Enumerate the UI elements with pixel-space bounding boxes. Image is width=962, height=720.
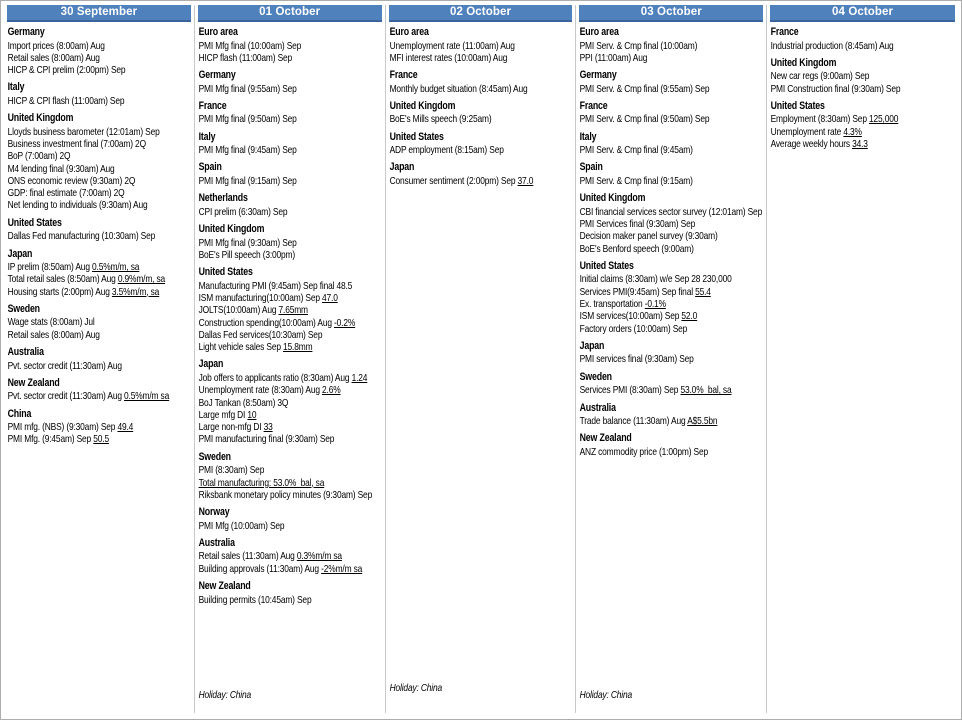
country-heading: United States — [7, 216, 62, 229]
country-heading: Germany — [579, 69, 618, 82]
event-line: PMI Serv. & Cmp final (9:55am) Sep — [579, 82, 710, 95]
country-section — [580, 69, 764, 95]
country-section — [771, 26, 956, 52]
day-column — [4, 5, 195, 713]
event-line: PPI (11:00am) Aug — [579, 51, 648, 64]
country-section — [8, 408, 192, 446]
country-section — [198, 69, 382, 95]
calendar-table — [4, 5, 958, 713]
event-value: 0.5%m/m sa — [124, 390, 170, 403]
event-line: Monthly budget situation (8:45am) Aug — [389, 82, 528, 95]
country-section — [198, 223, 382, 261]
day-header — [7, 5, 191, 22]
day-header — [770, 5, 955, 22]
date-label: 03 October — [640, 6, 702, 18]
country-section — [580, 260, 764, 335]
event-line: Unemployment rate (11:00am) Aug — [389, 39, 515, 52]
country-heading: Italy — [7, 81, 25, 94]
country-section — [198, 451, 382, 501]
event-line: HICP & CPI prelim (2:00pm) Sep — [7, 64, 126, 77]
country-heading: United States — [770, 99, 825, 112]
country-heading: France — [198, 99, 227, 112]
column-body-text — [6, 25, 192, 713]
country-heading: Australia — [198, 536, 235, 549]
event-value: 125,000 — [869, 113, 899, 126]
event-line: Decision maker panel survey (9:30am) — [579, 230, 719, 243]
day-column — [767, 5, 958, 713]
event-line: GDP: final estimate (7:00am) 2Q — [7, 187, 125, 200]
country-heading: Norway — [198, 506, 230, 519]
event-line: PMI mfg. (NBS) (9:30am) Sep 49.4 — [7, 421, 134, 434]
column-body-text — [197, 25, 383, 713]
event-line: PMI Mfg final (9:15am) Sep — [198, 174, 297, 187]
event-line: Pvt. sector credit (11:30am) Aug — [7, 359, 122, 372]
country-section — [580, 340, 764, 366]
country-section — [580, 100, 764, 126]
event-value: 34.3 — [852, 137, 868, 150]
country-section — [198, 537, 382, 575]
holiday-note: Holiday: China — [198, 689, 251, 701]
column-body — [769, 25, 956, 713]
event-line: Industrial production (8:45am) Aug — [770, 39, 894, 52]
country-section — [8, 112, 192, 212]
country-section — [580, 192, 764, 255]
event-line: Construction spending(10:00am) Aug -0.2% — [198, 316, 355, 329]
event-value: 53.0% bal, sa — [680, 384, 732, 397]
event-line: Average weekly hours 34.3 — [770, 137, 868, 150]
event-line: PMI Mfg final (9:30am) Sep — [198, 236, 297, 249]
date-label: 04 October — [832, 6, 894, 18]
country-section — [580, 26, 764, 64]
event-line — [198, 477, 382, 489]
country-heading: Spain — [198, 161, 222, 174]
event-line: BoJ Tankan (8:50am) 3Q — [198, 396, 289, 409]
event-line: ISM manufacturing(10:00am) Sep 47.0 — [198, 291, 338, 304]
event-line: BoE's Benford speech (9:00am) — [579, 242, 695, 255]
event-value: 2.6% — [321, 384, 341, 397]
country-section — [8, 26, 192, 76]
event-value: 10 — [247, 408, 257, 421]
event-line: PMI Mfg final (10:00am) Sep — [198, 39, 301, 52]
event-line: Unemployment rate (8:30am) Aug 2.6% — [198, 384, 341, 397]
day-column — [386, 5, 577, 713]
event-line: Building approvals (11:30am) Aug -2%m/m sa — [198, 562, 362, 575]
event-line: M4 lending final (9:30am) Aug — [7, 162, 115, 175]
country-section — [580, 432, 764, 458]
column-body-text — [578, 25, 764, 713]
event-line: Consumer sentiment (2:00pm) Sep 37.0 — [389, 174, 533, 187]
event-line: Job offers to applicants ratio (8:30am) Aug 1.24 — [198, 371, 368, 384]
country-heading: Sweden — [579, 370, 613, 383]
country-section — [8, 303, 192, 341]
country-heading: United Kingdom — [198, 223, 265, 236]
country-heading: Sweden — [198, 450, 231, 463]
country-section — [771, 100, 956, 150]
country-section — [389, 69, 573, 95]
country-heading: Sweden — [7, 302, 40, 315]
country-section — [198, 506, 382, 532]
event-line: Large mfg DI 10 — [198, 408, 257, 421]
event-line: Dallas Fed services(10:30am) Sep — [198, 328, 323, 341]
event-line: PMI Serv. & Cmp final (9:45am) — [579, 144, 694, 157]
country-heading: New Zealand — [579, 432, 633, 445]
event-line: Housing starts (2:00pm) Aug 3.5%m/m, sa — [7, 285, 160, 298]
event-line: Lloyds business barometer (12:01am) Sep — [7, 125, 160, 138]
country-heading: Euro area — [198, 26, 238, 38]
country-section — [198, 580, 382, 606]
event-value: 3.5%m/m, sa — [111, 285, 160, 298]
event-line: Large non-mfg DI 33 — [198, 421, 273, 434]
event-value: A$5.5bn — [687, 415, 718, 428]
event-value: 4.3% — [843, 125, 863, 138]
country-section — [8, 346, 192, 372]
column-body — [388, 25, 574, 713]
event-line: PMI services final (9:30am) Sep — [579, 353, 695, 366]
country-section — [198, 131, 382, 157]
event-line: Retail sales (11:30am) Aug 0.3%m/m sa — [198, 550, 342, 563]
event-line: PMI Serv. & Cmp final (10:00am) — [579, 39, 698, 52]
country-section — [389, 161, 573, 187]
event-line: PMI Mfg final (9:50am) Sep — [198, 113, 297, 126]
country-heading: United Kingdom — [389, 99, 455, 112]
day-header — [198, 5, 382, 22]
event-line: Total retail sales (8:50am) Aug 0.9%m/m, sa — [7, 273, 166, 286]
event-line: New car regs (9:00am) Sep — [770, 70, 870, 83]
country-heading: France — [579, 99, 608, 112]
country-heading: United States — [579, 259, 635, 272]
event-line: BoP (7:00am) 2Q — [7, 150, 71, 163]
country-section — [198, 26, 382, 64]
country-heading: Japan — [579, 339, 605, 352]
country-heading: Germany — [7, 26, 45, 38]
country-heading: Euro area — [389, 26, 429, 38]
event-line: Factory orders (10:00am) Sep — [579, 322, 688, 335]
country-heading: Japan — [389, 161, 414, 174]
event-line: Ex. transportation -0.1% — [579, 298, 667, 311]
event-line: ANZ commodity price (1:00pm) Sep — [579, 445, 709, 458]
day-header — [579, 5, 763, 22]
event-line: MFI interest rates (10:00am) Aug — [389, 51, 507, 64]
country-heading: New Zealand — [198, 580, 251, 593]
event-value: 0.3%m/m sa — [296, 550, 342, 563]
event-line: Dallas Fed manufacturing (10:30am) Sep — [7, 230, 156, 243]
event-value: -0.2% — [333, 316, 355, 329]
country-section — [8, 81, 192, 107]
column-body — [6, 25, 192, 713]
country-heading: Netherlands — [198, 192, 248, 205]
column-body — [578, 25, 764, 713]
event-value: 0.5%m/m, sa — [92, 261, 140, 274]
event-line: Business investment final (7:00am) 2Q — [7, 137, 146, 150]
event-line: Net lending to individuals (9:30am) Aug — [7, 199, 148, 212]
country-heading: Australia — [7, 346, 44, 359]
event-line: PMI Mfg (10:00am) Sep — [198, 519, 285, 532]
event-line: ONS economic review (9:30am) 2Q — [7, 174, 136, 187]
event-value: 47.0 — [321, 291, 338, 304]
event-line: Pvt. sector credit (11:30am) Aug 0.5%m/m sa — [7, 390, 170, 403]
event-value: -0.1% — [645, 298, 667, 311]
country-section — [580, 371, 764, 397]
country-heading: Japan — [7, 247, 33, 260]
event-value: 33 — [263, 421, 273, 434]
event-line: PMI Construction final (9:30am) Sep — [770, 82, 901, 95]
event-line: Retail sales (8:00am) Aug — [7, 328, 100, 341]
event-line: PMI (8:30am) Sep — [198, 464, 264, 477]
event-line: Manufacturing PMI (9:45am) Sep final 48.5 — [198, 279, 352, 292]
event-line: PMI Mfg. (9:45am) Sep 50.5 — [7, 433, 109, 446]
country-section — [389, 26, 573, 64]
country-heading: Japan — [198, 358, 224, 371]
event-value: 15.8mm — [282, 341, 313, 354]
country-section — [8, 217, 192, 243]
event-line: Initial claims (8:30am) w/e Sep 28 230,000 — [579, 273, 733, 286]
country-heading: Italy — [579, 130, 597, 143]
event-line: PMI manufacturing final (9:30am) Sep — [198, 433, 335, 446]
event-line: PMI Services final (9:30am) Sep — [579, 218, 696, 231]
country-heading: United States — [198, 266, 253, 279]
event-value: 1.24 — [351, 371, 368, 384]
event-value: 49.4 — [117, 421, 134, 434]
country-heading: United States — [389, 130, 444, 143]
country-section — [198, 358, 382, 445]
event-line: Building permits (10:45am) Sep — [198, 593, 312, 606]
country-section — [8, 377, 192, 403]
event-line: Light vehicle sales Sep 15.8mm — [198, 341, 313, 354]
country-section — [198, 161, 382, 187]
column-body-text — [388, 25, 574, 713]
event-line: CBI financial services sector survey (12:01am) Sep — [579, 205, 763, 218]
holiday-note: Holiday: China — [579, 689, 633, 701]
country-heading: France — [770, 26, 799, 38]
event-line: CPI prelim (6:30am) Sep — [198, 205, 288, 218]
country-section — [8, 248, 192, 298]
country-section — [198, 266, 382, 353]
event-line: HICP flash (11:00am) Sep — [198, 51, 292, 64]
column-body — [197, 25, 383, 713]
event-line: Riksbank monetary policy minutes (9:30am) Sep — [198, 488, 372, 501]
day-column — [195, 5, 386, 713]
event-line: BoE's Mills speech (9:25am) — [389, 113, 492, 126]
country-heading: China — [7, 407, 32, 420]
event-line: JOLTS(10:00am) Aug 7.65mm — [198, 304, 308, 317]
event-line: Wage stats (8:00am) Jul — [7, 316, 95, 329]
event-line: Unemployment rate 4.3% — [770, 125, 863, 138]
event-line: Import prices (8:00am) Aug — [7, 39, 105, 52]
country-section — [198, 192, 382, 218]
event-line: BoE's Pill speech (3:00pm) — [198, 248, 295, 261]
day-column — [576, 5, 767, 713]
country-section — [580, 161, 764, 187]
event-line: Trade balance (11:30am) Aug A$5.5bn — [579, 415, 718, 428]
country-heading: United Kingdom — [579, 192, 646, 205]
event-line: PMI Mfg final (9:45am) Sep — [198, 144, 297, 157]
country-section — [771, 57, 956, 95]
country-section — [580, 131, 764, 157]
event-line: PMI Serv. & Cmp final (9:15am) — [579, 174, 694, 187]
event-line: Retail sales (8:00am) Aug — [7, 51, 100, 64]
event-line: HICP & CPI flash (11:00am) Sep — [7, 94, 125, 107]
country-heading: United Kingdom — [7, 112, 74, 125]
event-value: -2%m/m sa — [320, 562, 362, 575]
day-header — [389, 5, 573, 22]
event-line: ADP employment (8:15am) Sep — [389, 144, 504, 157]
event-line: Employment (8:30am) Sep 125,000 — [770, 113, 899, 126]
event-value: 0.9%m/m, sa — [117, 273, 166, 286]
holiday-note: Holiday: China — [389, 682, 442, 694]
event-value: Total manufacturing: 53.0% bal, sa — [198, 476, 325, 489]
column-body-text — [769, 25, 956, 713]
country-heading: Euro area — [579, 26, 620, 38]
country-section — [389, 131, 573, 157]
date-label: 02 October — [449, 6, 512, 18]
country-section — [580, 402, 764, 428]
event-value: 52.0 — [681, 310, 698, 323]
event-line: Services PMI (8:30am) Sep 53.0% bal, sa — [579, 384, 732, 397]
country-heading: France — [389, 69, 418, 82]
country-section — [198, 100, 382, 126]
event-line: PMI Serv. & Cmp final (9:50am) Sep — [579, 113, 710, 126]
country-section — [389, 100, 573, 126]
event-value: 7.65mm — [278, 304, 308, 317]
country-heading: Spain — [579, 161, 604, 174]
country-heading: Australia — [579, 401, 617, 414]
event-line: IP prelim (8:50am) Aug 0.5%m/m, sa — [7, 261, 140, 274]
event-value: 50.5 — [93, 433, 109, 446]
event-line: PMI Mfg final (9:55am) Sep — [198, 82, 297, 95]
country-heading: Italy — [198, 130, 216, 143]
event-line: ISM services(10:00am) Sep 52.0 — [579, 310, 698, 323]
event-line: Services PMI(9:45am) Sep final 55.4 — [579, 285, 712, 298]
date-label: 30 September — [60, 6, 138, 18]
country-heading: United Kingdom — [770, 56, 837, 69]
event-value: 37.0 — [517, 174, 533, 187]
country-heading: Germany — [198, 69, 236, 82]
event-value: 55.4 — [695, 285, 712, 298]
date-label: 01 October — [259, 6, 321, 18]
country-heading: New Zealand — [7, 376, 60, 389]
